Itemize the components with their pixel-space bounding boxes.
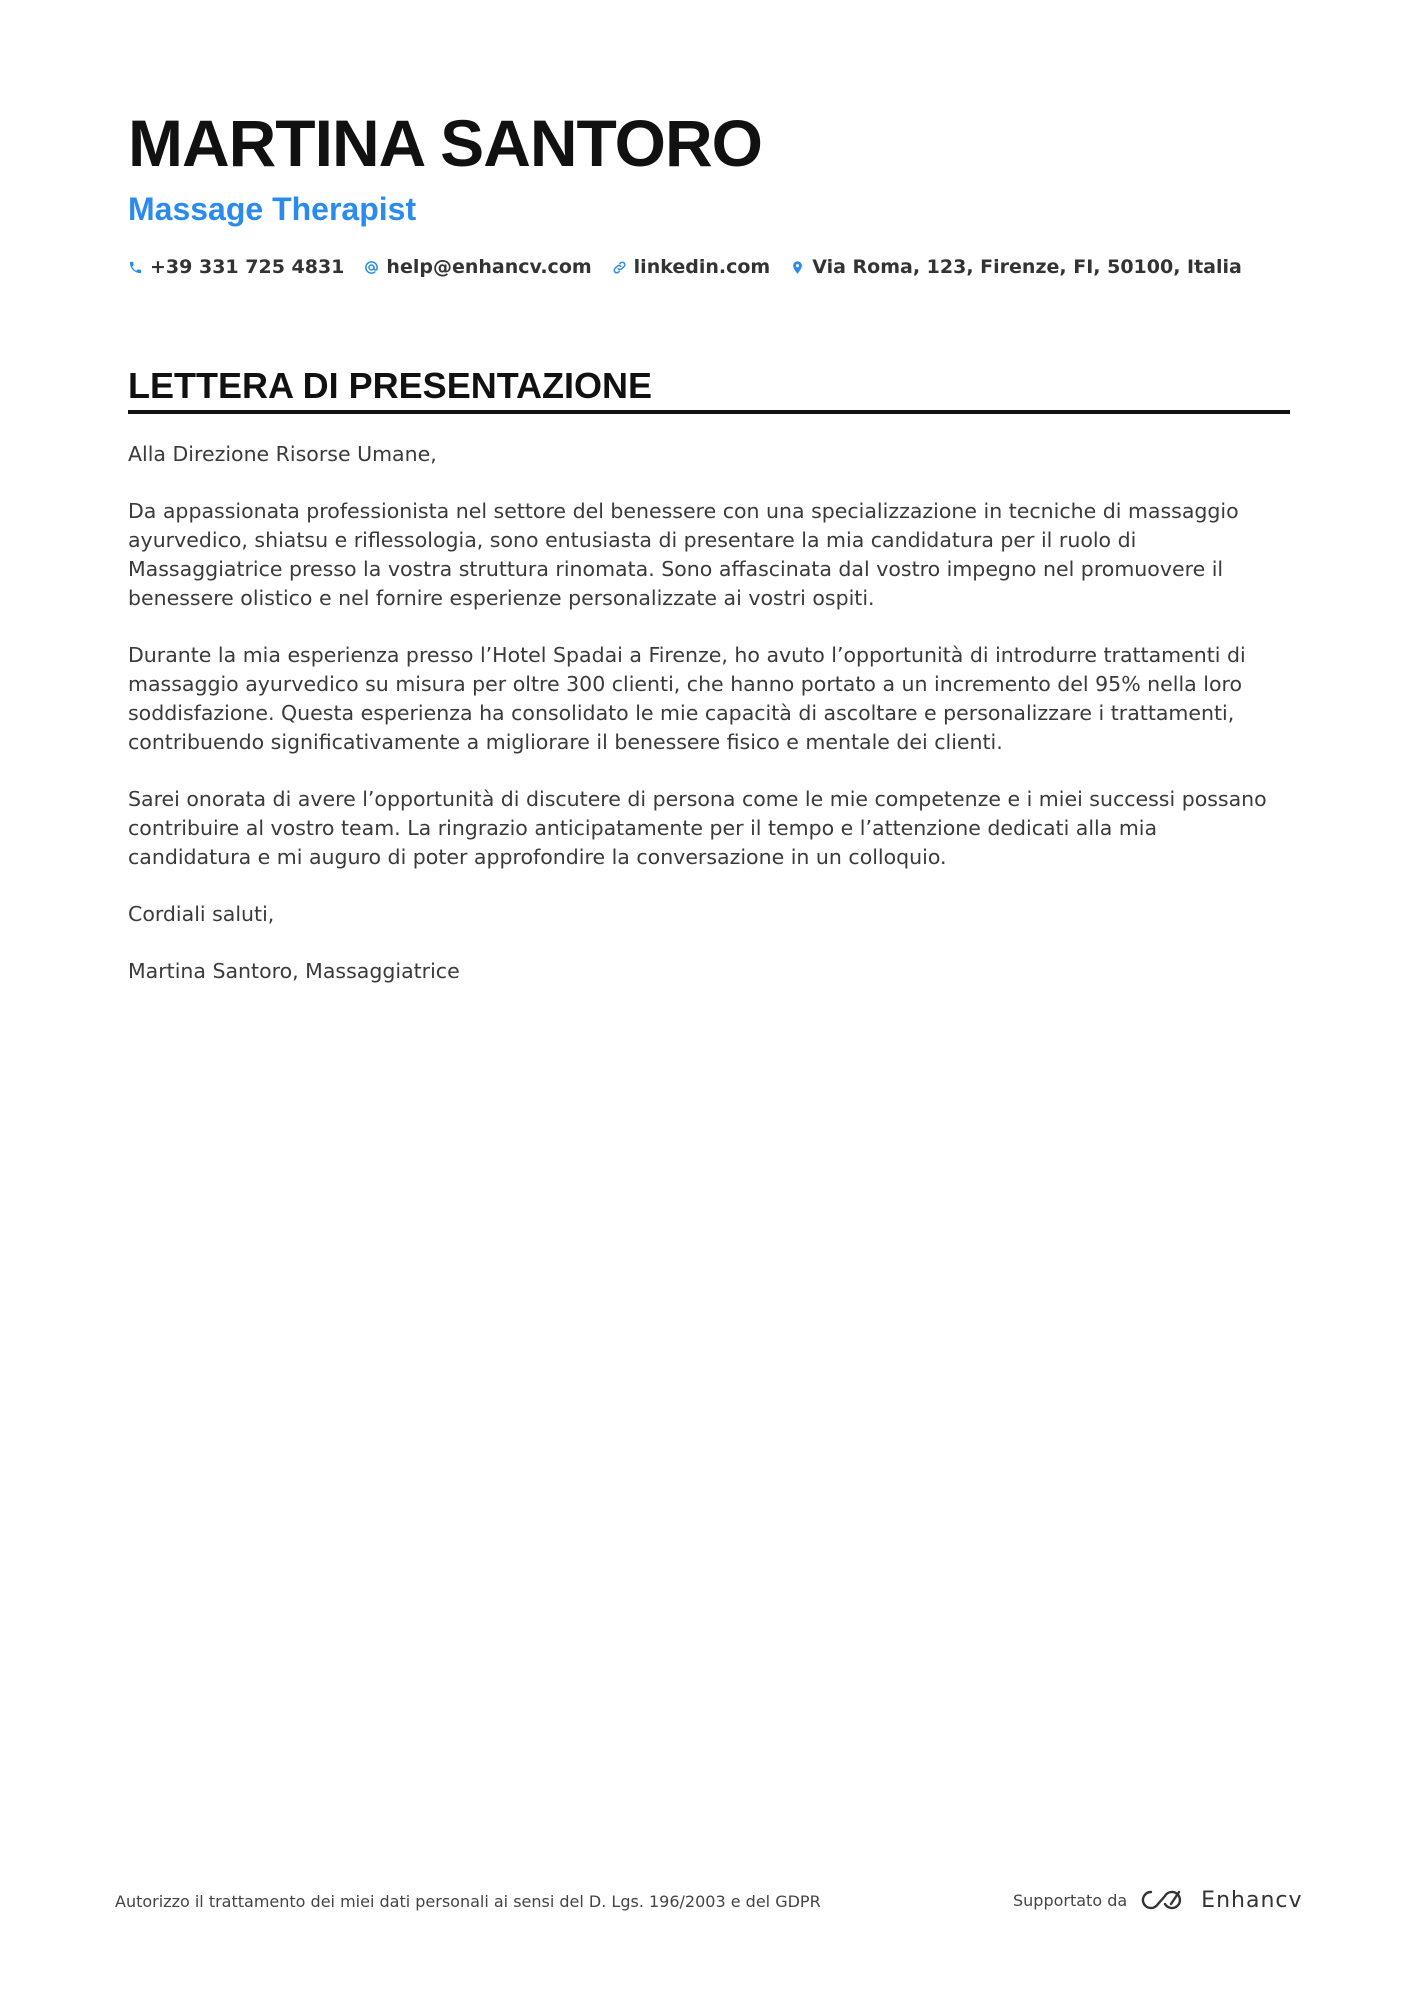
link-icon — [612, 260, 627, 275]
email-text: help@enhancv.com — [386, 256, 592, 278]
location-pin-icon — [790, 260, 805, 275]
supported-by-label: Supportato da — [1013, 1890, 1128, 1910]
powered-by[interactable] — [1013, 1886, 1303, 1914]
contact-email[interactable] — [364, 256, 591, 278]
candidate-name: MARTINA SANTORO — [128, 106, 762, 180]
privacy-consent: Autorizzo il trattamento dei miei dati personali ai sensi del D. Lgs. 196/2003 e del GDPR — [115, 1892, 821, 1911]
letter-paragraph: Sarei onorata di avere l’opportunità di discutere di persona come le mie competenze e i miei successi possano contribuire al vostro team. La ringrazio anticipatamente per il tempo e l’attenzione dedicati alla mia candidatura e mi auguro di poter approfondire la conversazione in un colloquio. — [128, 787, 1267, 869]
letter-closing: Cordiali saluti, — [128, 902, 275, 926]
address-text: Via Roma, 123, Firenze, FI, 50100, Italia — [812, 256, 1242, 278]
phone-icon — [128, 260, 143, 275]
letter-paragraph: Durante la mia esperienza presso l’Hotel Spadai a Firenze, ho avuto l’opportunità di introdurre trattamenti di massaggio ayurvedico su misura per oltre 300 clienti, che hanno portato a un incremento del 95% nella loro soddisfazione. Questa esperienza ha consolidato le mie capacità di ascoltare e personalizzare i trattamenti, contribuendo significativamente a migliorare il benessere fisico e mentale dei clienti. — [128, 643, 1246, 754]
section-divider — [128, 410, 1290, 414]
brand-name: Enhancv — [1201, 1887, 1303, 1913]
candidate-title: Massage Therapist — [128, 191, 417, 227]
contact-address — [790, 256, 1242, 278]
section-title: LETTERA DI PRESENTAZIONE — [128, 365, 653, 406]
contact-bar — [128, 256, 1262, 278]
letter-signature: Martina Santoro, Massaggiatrice — [128, 959, 460, 983]
contact-linkedin[interactable] — [612, 256, 771, 278]
phone-text: +39 331 725 4831 — [150, 256, 345, 278]
enhancv-logo-icon — [1139, 1886, 1187, 1914]
at-icon — [364, 260, 379, 275]
letter-greeting: Alla Direzione Risorse Umane, — [128, 442, 437, 466]
contact-phone[interactable] — [128, 256, 344, 278]
letter-paragraph: Da appassionata professionista nel settore del benessere con una specializzazione in tecniche di massaggio ayurvedico, shiatsu e riflessologia, sono entusiasta di presentare la mia candidatura per il ruolo di Massaggiatrice presso la vostra struttura rinomata. Sono affascinata dal vostro impegno nel promuovere il benessere olistico e nel fornire esperienze personalizzate ai vostri ospiti. — [128, 499, 1239, 610]
linkedin-text: linkedin.com — [633, 256, 771, 278]
letter-body — [128, 440, 1278, 1014]
